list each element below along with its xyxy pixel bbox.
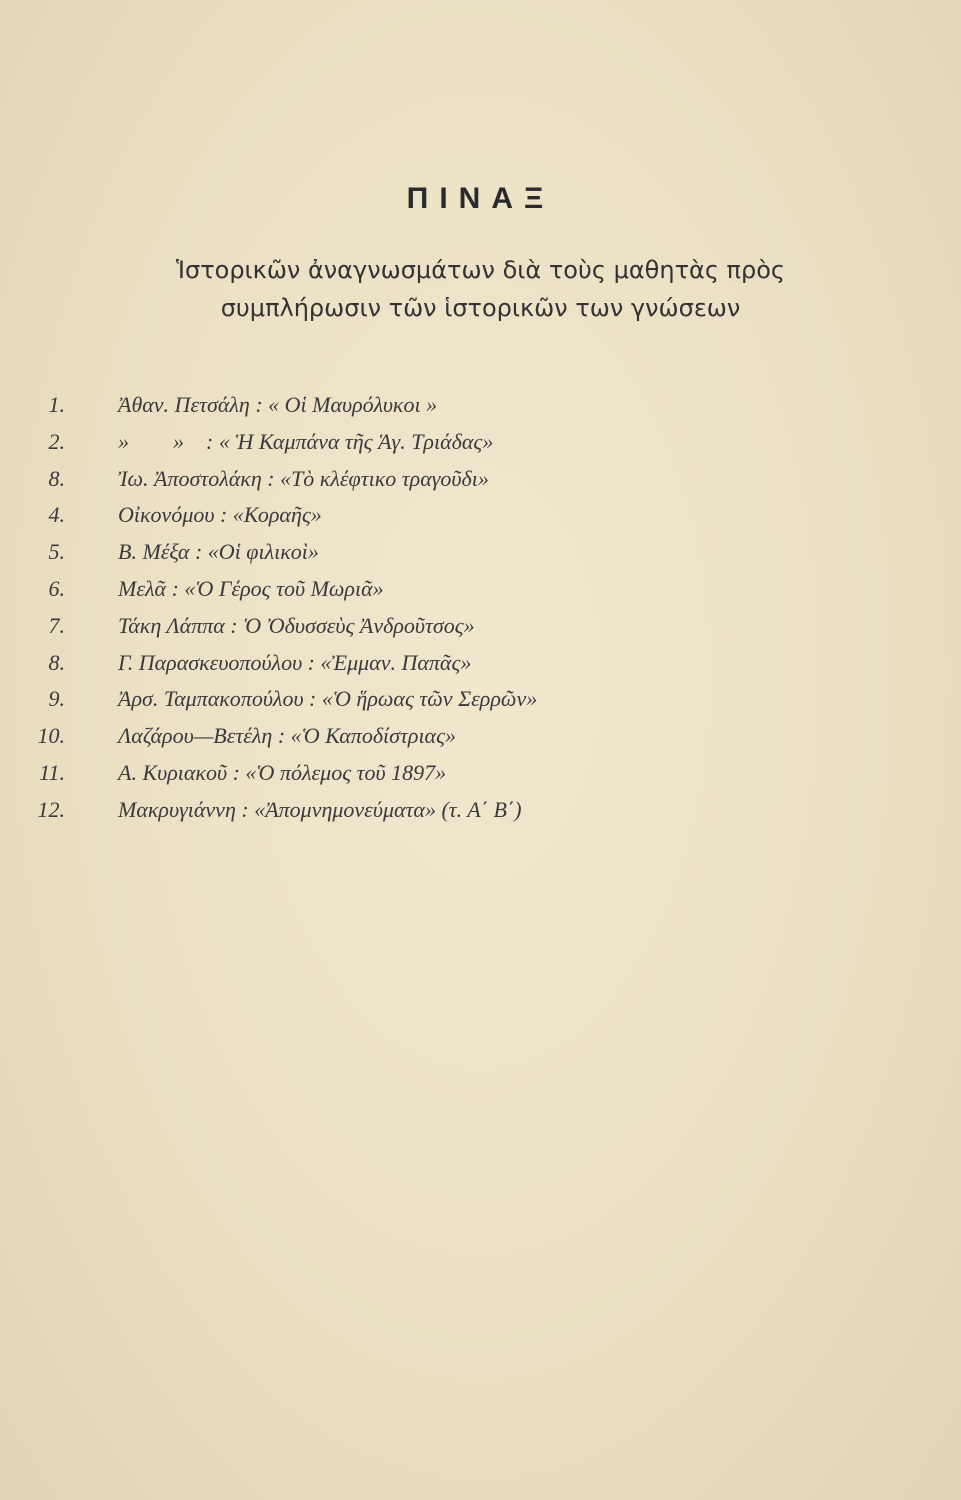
toc-entry [0, 608, 961, 645]
entry-title: Τάκη Λάππα : Ὁ Ὀδυσσεὺς Ἀνδροῦτσος» [118, 612, 475, 638]
toc-entry [0, 718, 961, 755]
entry-number: 11. [39, 759, 65, 785]
entry-title: Β. Μέξα : «Οἱ φιλικοὶ» [118, 539, 319, 565]
table-of-contents [0, 387, 961, 829]
entry-number: 4. [48, 502, 65, 528]
entry-number: 1. [48, 392, 65, 417]
entry-number: 5. [48, 539, 65, 565]
entry-number: 7. [48, 612, 65, 638]
page-title: ΠΙΝΑΞ [406, 182, 555, 215]
toc-entry [0, 792, 961, 829]
toc-entry [0, 534, 961, 571]
toc-entry [0, 497, 961, 534]
toc-entry [0, 424, 961, 461]
entry-title: Α. Κυριακοῦ : «Ὁ πόλεμος τοῦ 1897» [118, 759, 447, 785]
entry-number: 10. [37, 723, 65, 749]
entry-title: Λαζάρου—Βετέλη : «Ὁ Καποδίστριας» [118, 723, 457, 749]
entry-number: 8. [48, 649, 65, 675]
entry-title: Μελᾶ : «Ὁ Γέρος τοῦ Μωριᾶ» [118, 575, 384, 601]
entry-title: Οἰκονόμου : «Κοραῆς» [118, 502, 322, 528]
entry-title: Ἰω. Ἀποστολάκη : «Τὸ κλέφτικο τραγοῦδι» [118, 465, 489, 491]
toc-entry [0, 571, 961, 608]
entry-title: Γ. Παρασκευοπούλου : «Ἐμμαν. Παπᾶς» [118, 649, 472, 675]
entry-number: 9. [48, 686, 65, 712]
toc-entry [0, 387, 961, 424]
entry-title: Μακρυγιάννη : «Ἀπομνημονεύματα» (τ. Α΄ Β΄) [118, 796, 522, 822]
subtitle-line-1: Ἱστορικῶν ἀναγνωσμάτων διὰ τοὺς μαθητὰς πρὸς [176, 256, 785, 284]
entry-title: Ἀρσ. Ταμπακοπούλου : «Ὁ ἥρωας τῶν Σερρῶν» [118, 686, 538, 712]
entry-number: 8. [48, 465, 65, 491]
entry-number: 2. [48, 428, 65, 454]
entry-title: Ἀθαν. Πετσάλη : « Οἱ Μαυρόλυκοι » [118, 392, 438, 417]
entry-number: 12. [37, 796, 65, 822]
toc-entry [0, 681, 961, 718]
entry-number: 6. [48, 575, 65, 601]
toc-entry [0, 645, 961, 682]
subtitle-line-2: συμπλήρωσιν τῶν ἱστορικῶν των γνώσεων [220, 294, 741, 322]
toc-entry [0, 461, 961, 498]
toc-entry [0, 755, 961, 792]
entry-title: » » : « Ἡ Καμπάνα τῆς Ἁγ. Τριάδας» [118, 428, 494, 454]
